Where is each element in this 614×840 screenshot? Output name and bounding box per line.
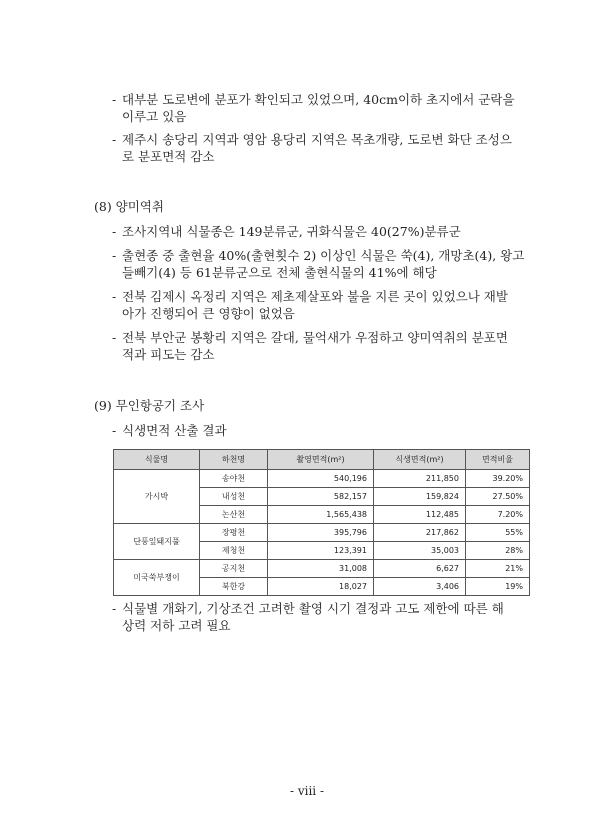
shot-area-cell: 395,796 <box>268 524 374 542</box>
bullet-dash: - <box>112 224 117 239</box>
table-header-cell: 식물명 <box>114 450 200 470</box>
veg-area-cell: 112,485 <box>374 506 466 524</box>
bullet-line: 제주시 송당리 지역과 영암 용당리 지역은 목초개량, 도로변 화단 조성으 <box>122 132 512 147</box>
ratio-cell: 19% <box>466 578 530 596</box>
veg-area-cell: 211,850 <box>374 470 466 488</box>
river-cell: 북한강 <box>200 578 268 596</box>
ratio-cell: 27.50% <box>466 488 530 506</box>
plant-name-cell: 단풍잎돼지풀 <box>114 524 200 560</box>
ratio-cell: 39.20% <box>466 470 530 488</box>
table-header-cell: 촬영면적(m²) <box>268 450 374 470</box>
table-row <box>114 560 530 578</box>
bullet-dash: - <box>112 132 117 147</box>
bullet-line: 로 분포면적 감소 <box>122 149 215 164</box>
bullet-line: 대부분 도로변에 분포가 확인되고 있었으며, 40cm이하 초지에서 군락을 <box>122 92 515 107</box>
bullet-dash: - <box>112 601 117 616</box>
page-number: - viii - <box>289 784 325 798</box>
bullet-line: 상력 저하 고려 필요 <box>122 618 231 633</box>
river-cell: 장평천 <box>200 524 268 542</box>
veg-area-cell: 3,406 <box>374 578 466 596</box>
ratio-cell: 21% <box>466 560 530 578</box>
river-cell: 논산천 <box>200 506 268 524</box>
veg-area-cell: 159,824 <box>374 488 466 506</box>
table-header-cell: 면적비율 <box>466 450 530 470</box>
table-header-cell: 식생면적(m²) <box>374 450 466 470</box>
bullet-dash: - <box>112 92 117 107</box>
river-cell: 송야천 <box>200 470 268 488</box>
veg-area-cell: 217,862 <box>374 524 466 542</box>
ratio-cell: 7.20% <box>466 506 530 524</box>
river-cell: 공지천 <box>200 560 268 578</box>
bullet-dash: - <box>112 289 117 304</box>
section-heading: (9) 무인항공기 조사 <box>94 398 205 413</box>
shot-area-cell: 582,157 <box>268 488 374 506</box>
table-row <box>114 470 530 488</box>
shot-area-cell: 31,008 <box>268 560 374 578</box>
bullet-dash: - <box>112 423 117 438</box>
shot-area-cell: 18,027 <box>268 578 374 596</box>
shot-area-cell: 540,196 <box>268 470 374 488</box>
bullet-line: 적과 피도는 감소 <box>122 347 215 362</box>
bullet-dash: - <box>112 330 117 345</box>
table-row <box>114 524 530 542</box>
bullet-line: 전북 부안군 봉황리 지역은 갈대, 물억새가 우점하고 양미역취의 분포면 <box>122 330 508 345</box>
bullet-line: 식생면적 산출 결과 <box>122 423 227 438</box>
veg-area-cell: 6,627 <box>374 560 466 578</box>
bullet-line: 식물별 개화기, 기상조건 고려한 촬영 시기 결정과 고도 제한에 따른 해 <box>122 601 504 616</box>
section-heading: (8) 양미역취 <box>94 199 164 214</box>
plant-name-cell: 미국쑥부쟁이 <box>114 560 200 596</box>
bullet-line: 전북 김제시 옥정리 지역은 제초제살포와 불을 지른 곳이 있었으나 재발 <box>122 289 508 304</box>
bullet-dash: - <box>112 248 117 263</box>
ratio-cell: 28% <box>466 542 530 560</box>
bullet-line: 조사지역내 식물종은 149분류군, 귀화식물은 40(27%)분류군 <box>122 224 461 239</box>
bullet-line: 이루고 있음 <box>122 109 187 124</box>
bullet-line: 출현종 중 출현율 40%(출현횟수 2) 이상인 식물은 쑥(4), 개망초(4), 왕고 <box>122 248 525 263</box>
bullet-line: 아가 진행되어 큰 영향이 없었음 <box>122 306 295 321</box>
river-cell: 제청천 <box>200 542 268 560</box>
shot-area-cell: 1,565,438 <box>268 506 374 524</box>
veg-area-cell: 35,003 <box>374 542 466 560</box>
shot-area-cell: 123,391 <box>268 542 374 560</box>
ratio-cell: 55% <box>466 524 530 542</box>
vegetation-area-table <box>113 449 530 596</box>
plant-name-cell: 가시박 <box>114 470 200 524</box>
bullet-line: 들빼기(4) 등 61분류군으로 전체 출현식물의 41%에 해당 <box>122 265 437 280</box>
table-header-row <box>114 450 530 470</box>
river-cell: 내성천 <box>200 488 268 506</box>
table-header-cell: 하천명 <box>200 450 268 470</box>
